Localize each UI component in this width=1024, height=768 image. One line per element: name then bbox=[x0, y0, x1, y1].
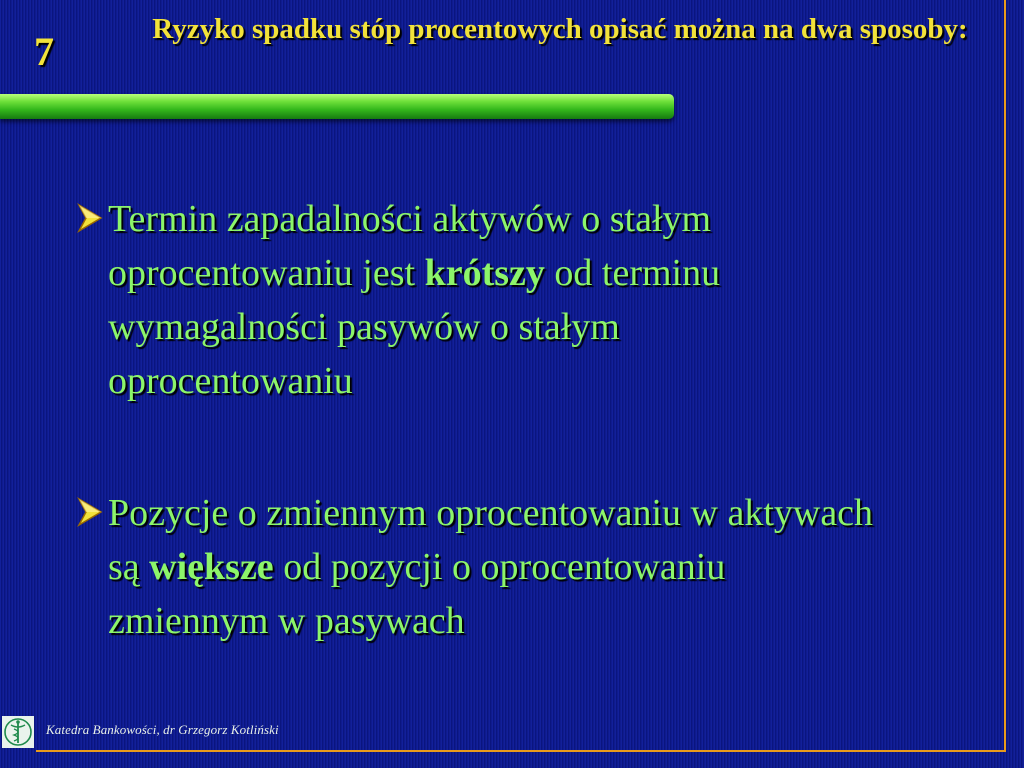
bullet-text-before: Pozycje o zmiennym oprocentowaniu w aktywach są bbox=[108, 492, 874, 588]
bullet-emphasis: większe bbox=[149, 546, 274, 588]
bullet-arrow-icon bbox=[74, 496, 104, 528]
slide-title: Ryzyko spadku stóp procentowych opisać można na dwa sposoby: bbox=[152, 13, 968, 45]
bullet-text-after: od terminu wymagalności pasywów o stałym oprocentowaniu bbox=[108, 252, 721, 402]
bullet-item bbox=[74, 192, 874, 408]
slide-number: 7 bbox=[34, 29, 54, 74]
caduceus-logo-icon bbox=[2, 716, 34, 748]
bullet-text-before: Termin zapadalności aktywów o stałym oprocentowaniu jest bbox=[108, 198, 712, 294]
bullet-text-after: od pozycji o oprocentowaniu zmiennym w pasywach bbox=[108, 546, 726, 642]
frame-bottom-border bbox=[36, 750, 1006, 752]
footer-text: Katedra Bankowości, dr Grzegorz Kotliński bbox=[46, 722, 279, 737]
title-underline-bar bbox=[0, 94, 674, 119]
bullet-emphasis: krótszy bbox=[424, 252, 545, 294]
bullet-text bbox=[108, 486, 874, 648]
bullet-item bbox=[74, 486, 874, 648]
bullet-text bbox=[108, 192, 874, 408]
frame-right-border bbox=[1004, 0, 1006, 752]
bullet-arrow-icon bbox=[74, 202, 104, 234]
